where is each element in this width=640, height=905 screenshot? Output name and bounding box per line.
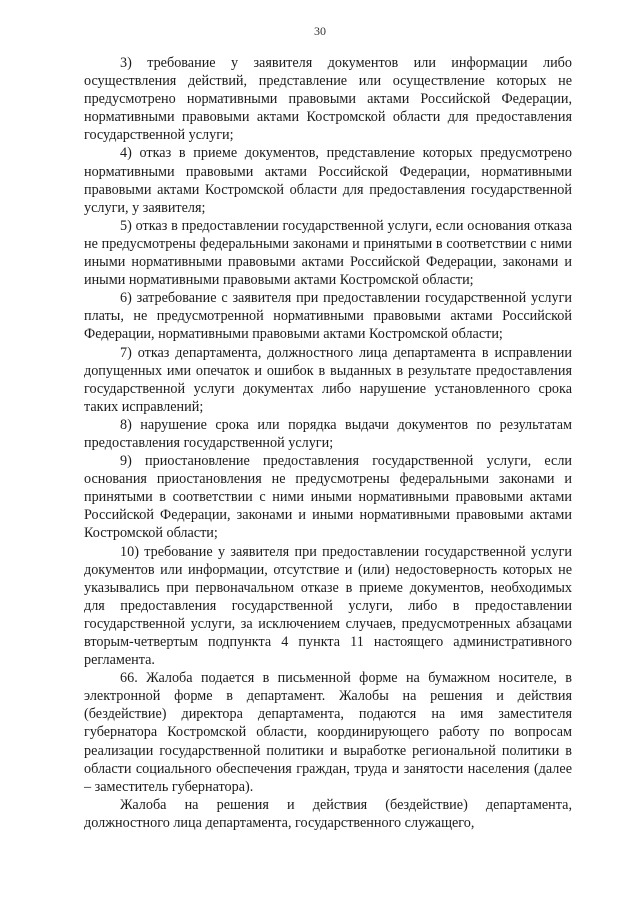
paragraph-item-3: 3) требование у заявителя документов или информации либо осуществления действий, представление или осуществление которых не предусмотрено нормативными правовыми актами Российской Федерации, нормативными правовыми актами Костромской области для предоставления государственной услуги; [84,55,572,144]
paragraph-complaint-continued: Жалоба на решения и действия (бездействие) департамента, должностного лица департамента, государственного служащего, [84,796,572,831]
paragraph-item-5: 5) отказ в предоставлении государственной услуги, если основания отказа не предусмотрены федеральными законами и принятыми в соответствии с ними иными нормативными правовыми актами Российской Федерации, законами и иными нормативными правовыми актами Костромской области; [84,217,572,289]
document-body [84,54,572,832]
paragraph-item-10: 10) требование у заявителя при предоставлении государственной услуги документов или информации, отсутствие и (или) недостоверность которых не указывались при первоначальном отказе в приеме документов, необходимых для предоставления государственной услуги, либо в предоставлении государственной услуги, за исключением случаев, предусмотренных абзацами вторым-четвертым подпункта 4 пункта 11 настоящего административного регламента. [84,543,572,669]
paragraph-item-7: 7) отказ департамента, должностного лица департамента в исправлении допущенных ими опечаток и ошибок в выданных в результате предоставления государственной услуги документах либо нарушение установленного срока таких исправлений; [84,344,572,415]
paragraph-section-66: 66. Жалоба подается в письменной форме на бумажном носителе, в электронной форме в департамент. Жалобы на решения и действия (бездействие) директора департамента, подаются на имя заместителя губернатора Костромской области, координирующего работу по вопросам реализации государственной политики и выработке региональной политики в области социального обеспечения граждан, труда и занятости населения (далее – заместитель губернатора). [84,670,572,795]
paragraph-item-4: 4) отказ в приеме документов, представление которых предусмотрено нормативными правовыми актами Российской Федерации, нормативными правовыми актами Костромской области для предоставления государственной услуги, у заявителя; [84,145,572,216]
paragraph-item-6: 6) затребование с заявителя при предоставлении государственной услуги платы, не предусмотренной нормативными правовыми актами Российской Федерации, нормативными правовыми актами Костромской области; [84,290,572,343]
paragraph-item-9: 9) приостановление предоставления государственной услуги, если основания приостановления не предусмотрены федеральными законами и принятыми в соответствии с ними иными нормативными правовыми актами Российской Федерации, законами и иными нормативными правовыми актами Костромской области; [84,453,572,542]
page-number: 30 [314,24,326,38]
paragraph-item-8: 8) нарушение срока или порядка выдачи документов по результатам предоставления государственной услуги; [84,416,572,451]
